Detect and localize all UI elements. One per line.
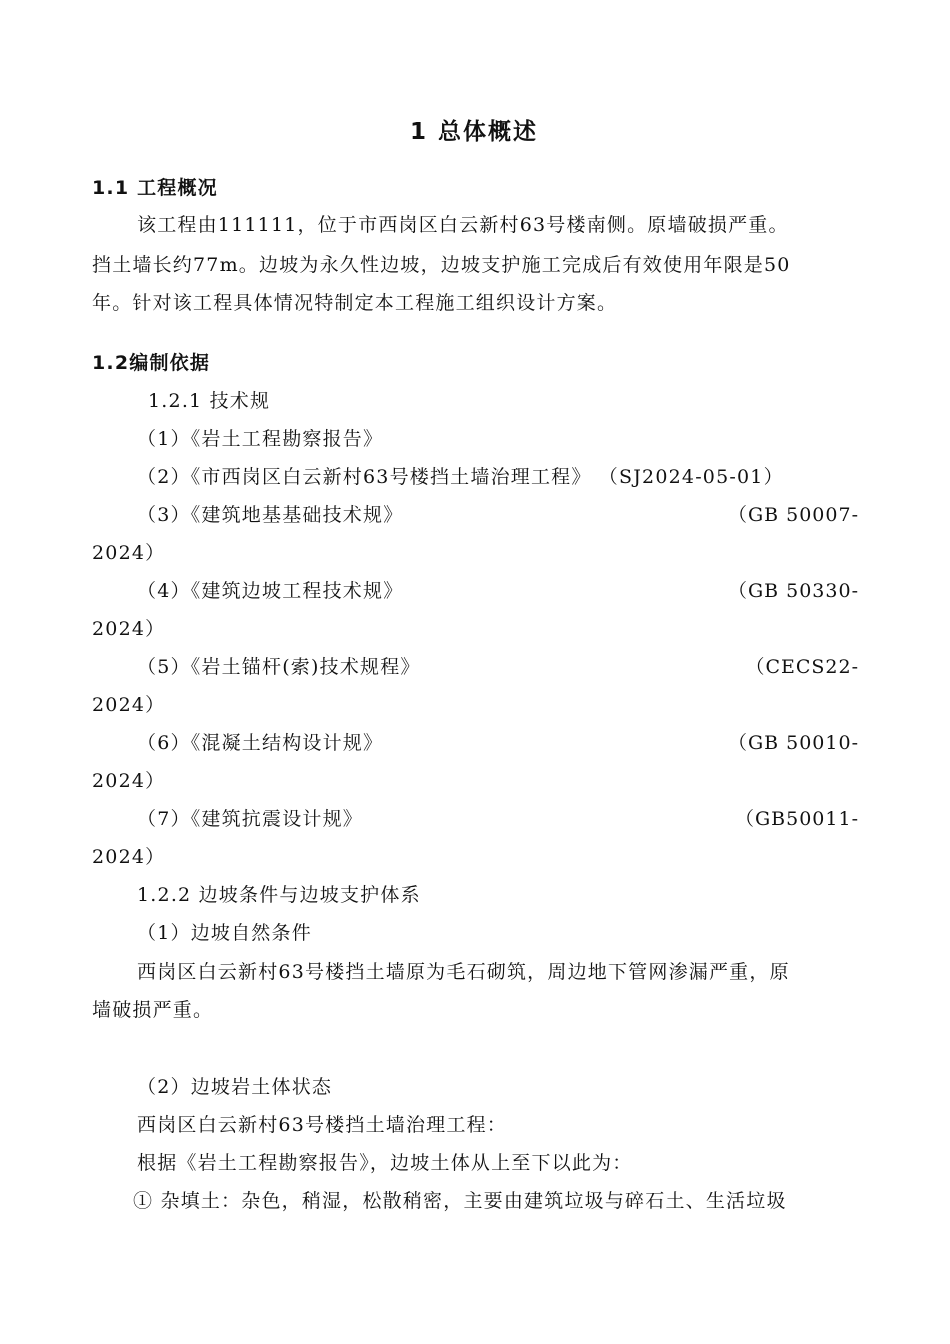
reference-code: （GB50011- [734, 808, 859, 830]
page-title: 1 总体概述 [410, 119, 539, 145]
reference-item: （7）《建筑抗震设计规》 [137, 808, 363, 830]
paragraph-line: 西岗区白云新村63号楼挡土墙治理工程： [137, 1114, 507, 1136]
reference-item: （2）《市西岗区白云新村63号楼挡土墙治理工程》 （SJ2024-05-01） [137, 466, 784, 488]
paragraph-line: ① 杂填土：杂色，稍湿，松散稍密，主要由建筑垃圾与碎石土、生活垃圾 [133, 1190, 787, 1212]
reference-item: （3）《建筑地基基础技术规》 [137, 504, 404, 526]
reference-code: （GB 50007- [727, 504, 859, 526]
reference-item: （6）《混凝土结构设计规》 [137, 732, 384, 754]
paragraph-line: 西岗区白云新村63号楼挡土墙原为毛石砌筑，周边地下管网渗漏严重，原 [137, 961, 790, 983]
paragraph-line: 该工程由111111，位于市西岗区白云新村63号楼南侧。原墙破损严重。 [137, 214, 789, 236]
reference-code: （CECS22- [745, 656, 859, 678]
paragraph-line: 墙破损严重。 [92, 999, 214, 1021]
reference-code-tail: 2024） [92, 770, 166, 792]
reference-code-tail: 2024） [92, 618, 166, 640]
reference-code-tail: 2024） [92, 542, 166, 564]
item-heading: （1）边坡自然条件 [137, 922, 312, 944]
paragraph-line: 年。针对该工程具体情况特制定本工程施工组织设计方案。 [92, 292, 618, 314]
section-heading-1-2: 1.2编制依据 [92, 352, 211, 374]
reference-item: （5）《岩土锚杆(索)技术规程》 [137, 656, 421, 678]
reference-code: （GB 50010- [727, 732, 859, 754]
subsection-heading-1-2-2: 1.2.2 边坡条件与边坡支护体系 [137, 884, 421, 906]
reference-item: （1）《岩土工程勘察报告》 [137, 428, 384, 450]
reference-code-tail: 2024） [92, 694, 166, 716]
paragraph-line: 挡土墙长约77m。边坡为永久性边坡，边坡支护施工完成后有效使用年限是50 [92, 254, 791, 276]
item-heading: （2）边坡岩土体状态 [137, 1076, 333, 1098]
reference-code: （GB 50330- [727, 580, 859, 602]
reference-item: （4）《建筑边坡工程技术规》 [137, 580, 404, 602]
section-heading-1-1: 1.1 工程概况 [92, 177, 218, 199]
paragraph-line: 根据《岩土工程勘察报告》，边坡土体从上至下以此为： [137, 1152, 633, 1174]
reference-code-tail: 2024） [92, 846, 166, 868]
subsection-heading-1-2-1: 1.2.1 技术规 [148, 390, 271, 412]
